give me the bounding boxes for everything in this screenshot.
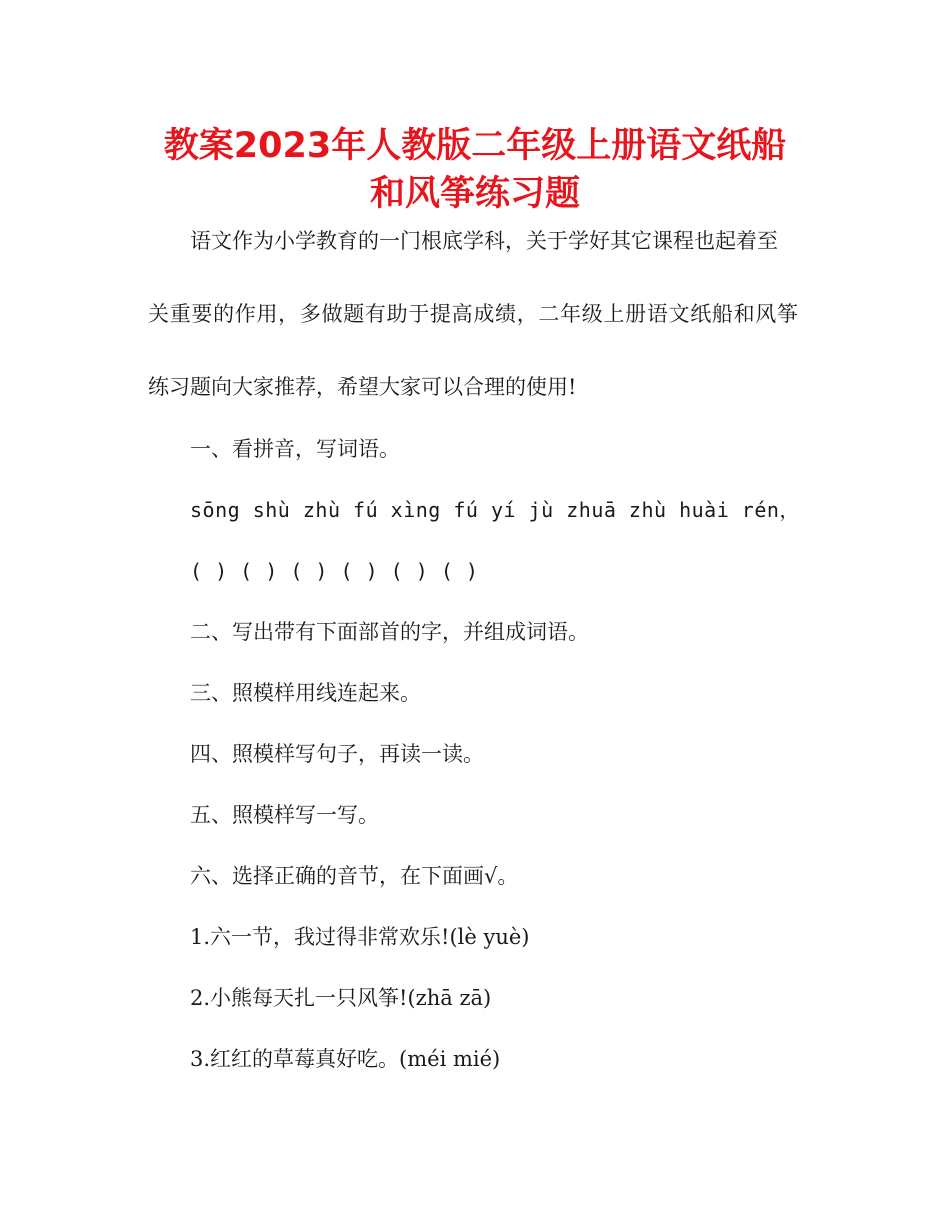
question-item-2: 2.小熊每天扎一只风筝!(zhā zā)	[190, 986, 492, 1010]
document-title-line-1: 教案2023年人教版二年级上册语文纸船	[163, 126, 787, 166]
intro-paragraph-line-1: 语文作为小学教育的一门根底学科，关于学好其它课程也起着至	[190, 229, 778, 253]
section-4-heading: 四、照模样写句子，再读一读。	[190, 742, 484, 766]
answer-blanks-line: ( ) ( ) ( ) ( ) ( ) ( )	[190, 559, 479, 583]
intro-paragraph-line-2: 关重要的作用，多做题有助于提高成绩，二年级上册语文纸船和风筝	[148, 302, 798, 326]
intro-paragraph-line-3: 练习题向大家推荐，希望大家可以合理的使用!	[148, 375, 577, 399]
document-title-line-2: 和风筝练习题	[369, 174, 580, 214]
question-item-3: 3.红红的草莓真好吃。(méi mié)	[190, 1047, 501, 1071]
section-5-heading: 五、照模样写一写。	[190, 803, 379, 827]
section-3-heading: 三、照模样用线连起来。	[190, 681, 421, 705]
section-2-heading: 二、写出带有下面部首的字，并组成词语。	[190, 620, 589, 644]
question-item-1: 1.六一节，我过得非常欢乐!(lè yuè)	[190, 925, 530, 949]
pinyin-line: sōng shù zhù fú xìng fú yí jù zhuā zhù huài rén，	[190, 498, 800, 522]
section-1-heading: 一、看拼音，写词语。	[190, 437, 400, 461]
section-6-heading: 六、选择正确的音节，在下面画√。	[190, 864, 519, 888]
